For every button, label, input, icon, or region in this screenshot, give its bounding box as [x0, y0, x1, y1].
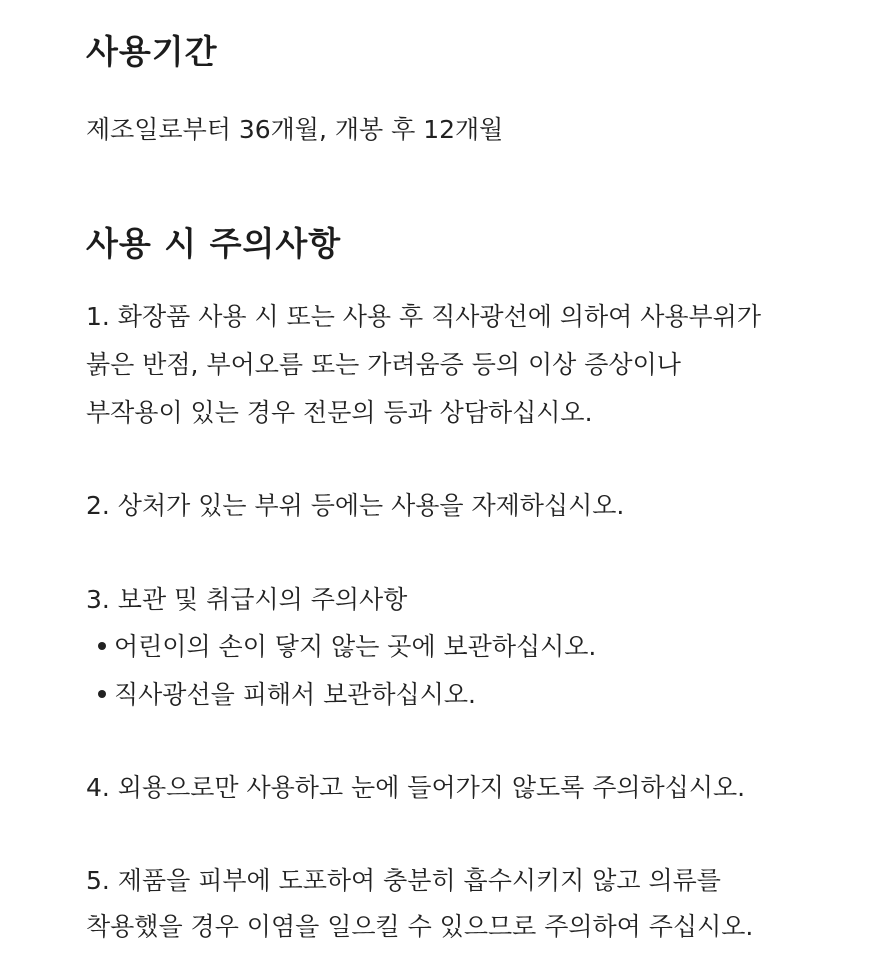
precaution-item-4: 4. 외용으로만 사용하고 눈에 들어가지 않도록 주의하십시오.: [86, 773, 746, 802]
precautions-heading: 사용 시 주의사항: [86, 224, 342, 263]
precaution-item-1-line-2: 붉은 반점, 부어오름 또는 가려움증 등의 이상 증상이나: [86, 350, 681, 379]
precaution-item-1-line-1: 1. 화장품 사용 시 또는 사용 후 직사광선에 의하여 사용부위가: [86, 302, 761, 331]
precaution-item-1-line-3: 부작용이 있는 경우 전문의 등과 상담하십시오.: [86, 398, 593, 427]
bullet-dot-icon: [98, 690, 106, 698]
precaution-item-5-line-2: 착용했을 경우 이염을 일으킬 수 있으므로 주의하여 주십시오.: [86, 912, 754, 941]
bullet-text: 직사광선을 피해서 보관하십시오.: [114, 680, 476, 709]
bullet-dot-icon: [98, 642, 106, 650]
precaution-item-2: 2. 상처가 있는 부위 등에는 사용을 자제하십시오.: [86, 491, 625, 520]
usage-period-heading: 사용기간: [86, 32, 218, 71]
usage-period-text: 제조일로부터 36개월, 개봉 후 12개월: [86, 115, 504, 144]
bullet-text: 어린이의 손이 닿지 않는 곳에 보관하십시오.: [114, 632, 597, 661]
precaution-item-3-bullet-2: [98, 675, 476, 711]
precaution-item-3-title: 3. 보관 및 취급시의 주의사항: [86, 585, 408, 614]
precaution-item-5-line-1: 5. 제품을 피부에 도포하여 충분히 흡수시키지 않고 의류를: [86, 866, 721, 895]
precaution-item-3-bullet-1: [98, 627, 596, 663]
